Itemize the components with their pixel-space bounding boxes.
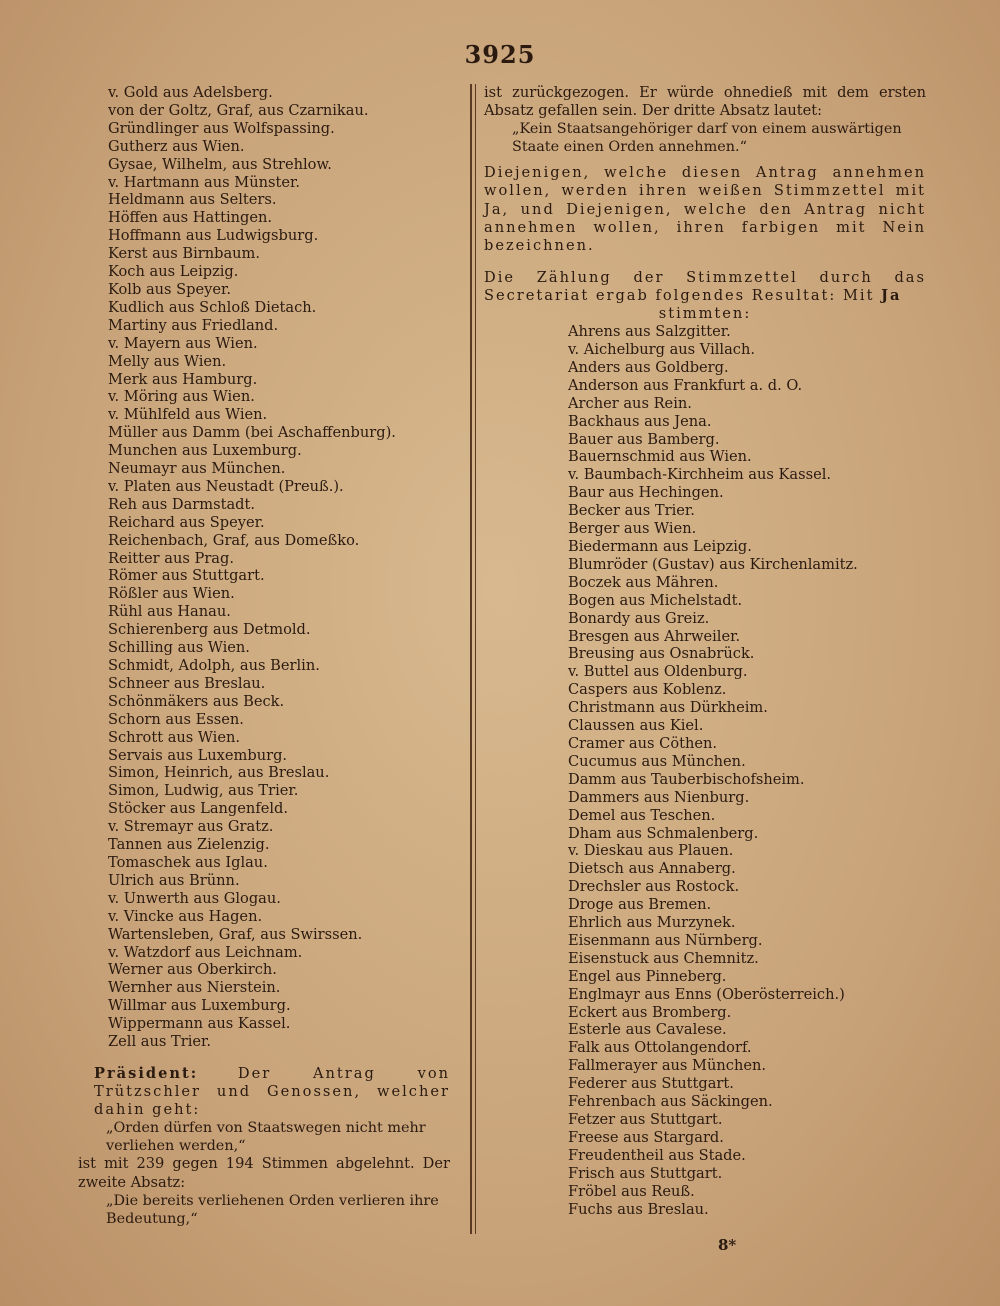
list-item: v. Baumbach-Kirchheim aus Kassel. [568,466,832,484]
list-item: v. Aichelburg aus Villach. [568,341,755,359]
list-item: Claussen aus Kiel. [568,717,704,735]
list-item: Schilling aus Wien. [108,639,250,657]
list-item: Kudlich aus Schloß Dietach. [108,298,317,316]
list-item: v. Vincke aus Hagen. [108,907,263,925]
president-text: Der Antrag von Trützschler und Genossen, welcher dahin geht: [94,1064,451,1119]
list-item: Esterle aus Cavalese. [568,1021,727,1039]
list-item: Rößler aus Wien. [108,585,235,603]
left-column [78,84,450,1228]
list-item: Reichenbach, Graf, aus Domeßko. [108,531,360,549]
president-label: Präsident: [94,1064,199,1082]
list-item: v. Mayern aus Wien. [108,334,258,352]
count-text: Die Zählung der Stimmzettel durch das Secretariat ergab folgendes Resultat: Mit [484,268,926,304]
list-item: Ahrens aus Salzgitter. [568,323,731,341]
intro-text: ist zurückgezogen. Er würde ohnedieß mit dem ersten Absatz gefallen sein. Der dritte Absatz lautet: [484,84,926,120]
list-item: v. Platen aus Neustadt (Preuß.). [108,477,344,495]
list-item: Biedermann aus Leipzig. [568,538,752,555]
list-item: Werner aus Oberkirch. [108,961,277,979]
list-item: Rühl aus Hanau. [108,603,231,621]
list-item: Anderson aus Frankfurt a. d. O. [568,376,803,394]
list-item: Ulrich aus Brünn. [108,871,240,889]
list-item: Tomaschek aus Iglau. [108,853,268,871]
list-item: Simon, Ludwig, aus Trier. [108,782,299,800]
ja-word: Ja [881,286,902,304]
column-divider-inner [475,84,476,1234]
list-item: Dietsch aus Annaberg. [568,860,736,878]
president-paragraph [78,1065,450,1119]
list-item: Demel aus Teschen. [568,806,716,824]
list-item: v. Buttel aus Oldenburg. [568,663,748,681]
list-item: Neumayr aus München. [108,460,286,478]
list-item: Drechsler aus Rostock. [568,878,740,896]
list-item: Gründlinger aus Wolfspassing. [108,119,335,137]
list-item: Frisch aus Stuttgart. [568,1164,723,1182]
list-item: Kerst aus Birnbaum. [108,245,261,263]
list-item: Fröbel aus Reuß. [568,1182,695,1200]
list-item: Berger aus Wien. [568,520,697,538]
right-column [484,84,926,1218]
list-item: Melly aus Wien. [108,352,227,370]
list-item: Englmayr aus Enns (Oberösterreich.) [568,985,845,1003]
list-item: Dham aus Schmalenberg. [568,824,759,842]
list-item: Heldmann aus Selters. [108,191,277,209]
list-item: Reichard aus Speyer. [108,513,265,531]
list-item: Backhaus aus Jena. [568,412,712,430]
list-item: Caspers aus Koblenz. [568,681,727,699]
column-divider [470,84,472,1234]
list-item: Freudentheil aus Stade. [568,1146,746,1164]
list-item: Stöcker aus Langenfeld. [108,800,288,818]
list-item: Dammers aus Nienburg. [568,788,750,806]
right-name-list [484,323,926,1218]
list-item: Eckert aus Bromberg. [568,1003,732,1021]
list-item: v. Stremayr aus Gratz. [108,818,274,836]
list-item: Hoffmann aus Ludwigsburg. [108,227,319,245]
signature-mark: 8* [718,1236,737,1254]
list-item: Federer aus Stuttgart. [568,1075,734,1093]
list-item: v. Möring aus Wien. [108,388,255,406]
list-item: Gysae, Wilhelm, aus Strehlow. [108,155,332,173]
quote-orden: „Orden dürfen von Staatswegen nicht mehr verliehen werden,“ [106,1120,426,1155]
list-item: Cramer aus Cöthen. [568,734,718,752]
list-item: Schneer aus Breslau. [108,674,266,692]
list-item: Reitter aus Prag. [108,549,234,567]
list-item: Freese aus Stargard. [568,1128,724,1146]
list-item: Baur aus Hechingen. [568,484,724,502]
list-item: Koch aus Leipzig. [108,263,239,281]
list-item: Blumröder (Gustav) aus Kirchenlamitz. [568,555,858,573]
list-item: Simon, Heinrich, aus Breslau. [108,764,330,782]
list-item: Schönmäkers aus Beck. [108,692,285,710]
list-item: Willmar aus Luxemburg. [108,997,291,1015]
list-item: Becker aus Trier. [568,502,695,520]
list-item: Schmidt, Adolph, aus Berlin. [108,657,320,674]
list-item: Bauernschmid aus Wien. [568,448,752,466]
list-item: Tannen aus Zielenzig. [108,836,270,854]
list-item: Eisenstuck aus Chemnitz. [568,949,759,967]
list-item: Wippermann aus Kassel. [108,1015,291,1033]
list-item: Archer aus Rein. [568,394,692,412]
vote-instruction: Diejenigen, welche diesen Antrag annehmen wollen, werden ihren weißen Stimmzettel mit Ja, und Diejenigen, welche den Antrag nicht annehmen wollen, ihren farbigen mit Nein bezeichnen. [484,164,926,254]
list-item: Droge aus Bremen. [568,896,712,914]
list-item: Fetzer aus Stuttgart. [568,1111,723,1128]
list-item: v. Hartmann aus Münster. [108,173,301,191]
list-item: Anders aus Goldberg. [568,358,729,376]
list-item: Damm aus Tauberbischofsheim. [568,770,805,788]
left-name-list [78,84,450,1051]
list-item: Fehrenbach aus Säckingen. [568,1093,773,1111]
list-item: Schorn aus Essen. [108,710,244,728]
list-item: Engel aus Pinneberg. [568,967,727,985]
list-item: Martiny aus Friedland. [108,316,279,334]
list-item: Fallmerayer aus München. [568,1057,767,1075]
list-item: Schierenberg aus Detmold. [108,621,311,639]
page-number: 3925 [464,40,536,69]
count-paragraph [484,269,926,305]
list-item: von der Goltz, Graf, aus Czarnikau. [108,101,369,119]
list-item: v. Dieskau aus Plauen. [568,842,734,860]
list-item: v. Gold aus Adelsberg. [108,84,273,101]
list-item: Wartensleben, Graf, aus Swirssen. [108,925,363,943]
list-item: Kolb aus Speyer. [108,280,232,298]
list-item: Cucumus aus München. [568,752,746,770]
list-item: Servais aus Luxemburg. [108,746,288,764]
list-item: Bresgen aus Ahrweiler. [568,627,741,645]
list-item: Bauer aus Bamberg. [568,430,720,448]
list-item: Zell aus Trier. [108,1033,212,1051]
list-item: Eisenmann aus Nürnberg. [568,931,763,949]
list-item: Falk aus Ottolangendorf. [568,1039,752,1057]
list-item: Breusing aus Osnabrück. [568,645,755,663]
list-item: v. Mühlfeld aus Wien. [108,406,268,424]
stimmten-label: stimmten: [658,305,752,323]
quote-bedeutung: „Die bereits verliehenen Orden verlieren ihre Bedeutung,“ [106,1192,439,1227]
list-item: Bonardy aus Greiz. [568,609,710,627]
list-item: Schrott aus Wien. [108,728,241,746]
list-item: Ehrlich aus Murzynek. [568,914,736,932]
list-item: Bogen aus Michelstadt. [568,591,743,609]
list-item: Boczek aus Mähren. [568,573,719,591]
list-item: Reh aus Darmstadt. [108,495,256,513]
list-item: Fuchs aus Breslau. [568,1200,709,1218]
list-item: Müller aus Damm (bei Aschaffenburg). [108,424,396,442]
quote-staatsangehoeriger: „Kein Staatsangehöriger darf von einem auswärtigen Staate einen Orden annehmen.“ [512,121,902,156]
list-item: Wernher aus Nierstein. [108,979,281,997]
list-item: Gutherz aus Wien. [108,137,245,155]
list-item: Römer aus Stuttgart. [108,567,265,585]
list-item: Merk aus Hamburg. [108,370,258,388]
list-item: Munchen aus Luxemburg. [108,442,302,460]
result-text: ist mit 239 gegen 194 Stimmen abgelehnt. Der zweite Absatz: [78,1155,450,1191]
list-item: Höffen aus Hattingen. [108,209,273,227]
list-item: Christmann aus Dürkheim. [568,699,768,717]
list-item: v. Unwerth aus Glogau. [108,889,281,907]
list-item: v. Watzdorf aus Leichnam. [108,943,303,961]
